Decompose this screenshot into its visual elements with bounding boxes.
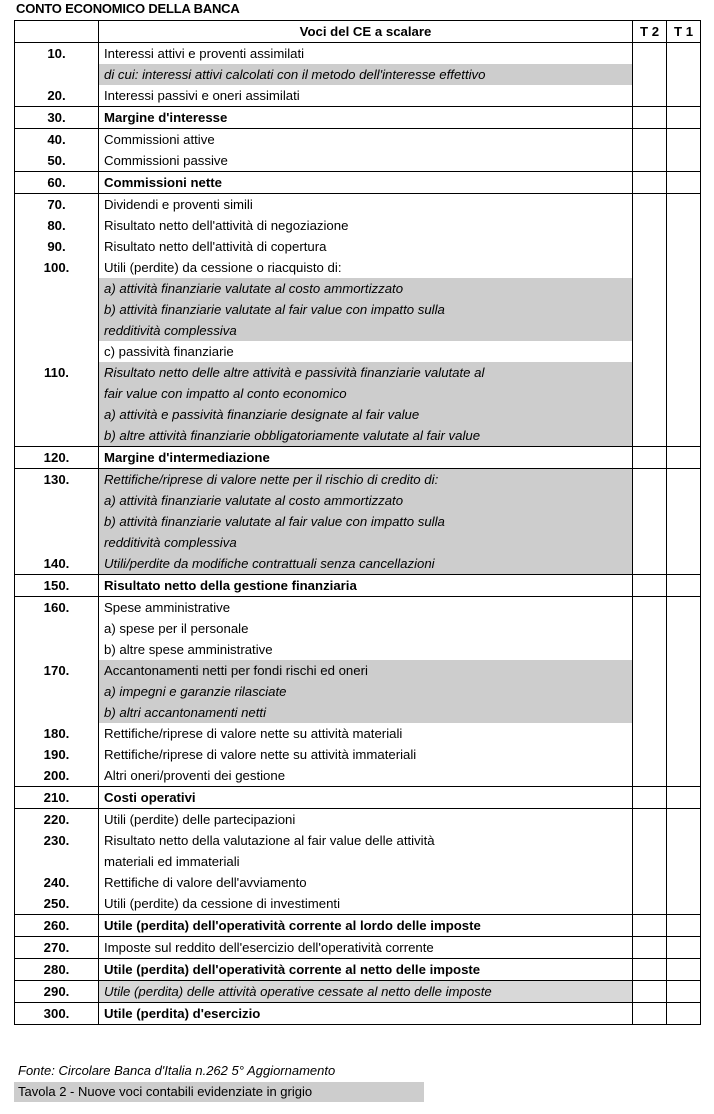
row-t2-cell (633, 639, 667, 660)
row-description: Accantonamenti netti per fondi rischi ed oneri (99, 660, 633, 681)
row-description: Utili (perdite) delle partecipazioni (99, 809, 633, 831)
row-t1-cell (667, 341, 701, 362)
table-row (15, 299, 701, 320)
row-t2-cell (633, 490, 667, 511)
source-note: Fonte: Circolare Banca d'Italia n.262 5° Aggiornamento (18, 1063, 336, 1078)
row-description: Risultato netto delle altre attività e passività finanziarie valutate al (99, 362, 633, 383)
document-title: CONTO ECONOMICO DELLA BANCA (16, 1, 240, 16)
table-row (15, 194, 701, 216)
row-t1-cell (667, 597, 701, 619)
row-number (15, 404, 99, 425)
row-t2-cell (633, 787, 667, 809)
row-t1-cell (667, 893, 701, 915)
table-row (15, 1003, 701, 1025)
row-t2-cell (633, 320, 667, 341)
row-description: a) attività e passività finanziarie designate al fair value (99, 404, 633, 425)
row-number (15, 532, 99, 553)
header-t2: T 2 (633, 21, 667, 43)
table-row (15, 341, 701, 362)
row-number: 100. (15, 257, 99, 278)
table-row (15, 172, 701, 194)
row-number (15, 511, 99, 532)
row-t1-cell (667, 981, 701, 1003)
row-t2-cell (633, 744, 667, 765)
row-number (15, 64, 99, 85)
table-row (15, 981, 701, 1003)
row-t2-cell (633, 723, 667, 744)
row-number (15, 681, 99, 702)
row-t2-cell (633, 150, 667, 172)
row-t1-cell (667, 809, 701, 831)
table-row (15, 469, 701, 491)
row-t2-cell (633, 172, 667, 194)
row-t2-cell (633, 597, 667, 619)
row-t1-cell (667, 532, 701, 553)
row-t2-cell (633, 702, 667, 723)
row-t1-cell (667, 85, 701, 107)
row-t1-cell (667, 511, 701, 532)
row-t2-cell (633, 85, 667, 107)
row-t2-cell (633, 893, 667, 915)
row-t1-cell (667, 553, 701, 575)
row-number (15, 278, 99, 299)
table-row (15, 787, 701, 809)
row-description: Margine d'interesse (99, 107, 633, 129)
row-t1-cell (667, 278, 701, 299)
row-description: c) passività finanziarie (99, 341, 633, 362)
row-number (15, 425, 99, 447)
table-row (15, 257, 701, 278)
row-number (15, 618, 99, 639)
row-t1-cell (667, 490, 701, 511)
row-description: Interessi attivi e proventi assimilati (99, 43, 633, 65)
row-t1-cell (667, 64, 701, 85)
row-t1-cell (667, 575, 701, 597)
row-number: 130. (15, 469, 99, 491)
row-description: b) altre spese amministrative (99, 639, 633, 660)
row-description: fair value con impatto al conto economico (99, 383, 633, 404)
row-t2-cell (633, 532, 667, 553)
row-t2-cell (633, 872, 667, 893)
row-t1-cell (667, 150, 701, 172)
table-header-row (15, 21, 701, 43)
row-t1-cell (667, 107, 701, 129)
table-row (15, 64, 701, 85)
table-row (15, 383, 701, 404)
row-t2-cell (633, 257, 667, 278)
row-description: Risultato netto della gestione finanziaria (99, 575, 633, 597)
row-t2-cell (633, 64, 667, 85)
table-row (15, 575, 701, 597)
row-description: b) attività finanziarie valutate al fair value con impatto sulla (99, 511, 633, 532)
table-row (15, 425, 701, 447)
row-description: Commissioni passive (99, 150, 633, 172)
row-description: Utile (perdita) d'esercizio (99, 1003, 633, 1025)
row-description: Costi operativi (99, 787, 633, 809)
row-t2-cell (633, 765, 667, 787)
row-t2-cell (633, 43, 667, 65)
row-number: 60. (15, 172, 99, 194)
row-t2-cell (633, 959, 667, 981)
row-t2-cell (633, 937, 667, 959)
row-description: Utile (perdita) dell'operatività corrente al lordo delle imposte (99, 915, 633, 937)
row-description: Imposte sul reddito dell'esercizio dell'operatività corrente (99, 937, 633, 959)
row-t1-cell (667, 383, 701, 404)
row-description: Risultato netto della valutazione al fair value delle attività (99, 830, 633, 851)
row-number: 140. (15, 553, 99, 575)
row-description: Dividendi e proventi simili (99, 194, 633, 216)
row-number (15, 383, 99, 404)
row-t2-cell (633, 575, 667, 597)
row-t1-cell (667, 404, 701, 425)
row-number (15, 639, 99, 660)
row-number: 20. (15, 85, 99, 107)
row-description: materiali ed immateriali (99, 851, 633, 872)
table-row (15, 490, 701, 511)
row-t1-cell (667, 872, 701, 893)
row-t2-cell (633, 553, 667, 575)
row-t1-cell (667, 236, 701, 257)
table-row (15, 532, 701, 553)
row-t1-cell (667, 915, 701, 937)
row-number: 270. (15, 937, 99, 959)
row-description: redditività complessiva (99, 532, 633, 553)
row-t2-cell (633, 404, 667, 425)
row-number: 190. (15, 744, 99, 765)
table-row (15, 702, 701, 723)
row-t2-cell (633, 511, 667, 532)
row-description: Altri oneri/proventi dei gestione (99, 765, 633, 787)
header-t1: T 1 (667, 21, 701, 43)
row-t1-cell (667, 1003, 701, 1025)
row-t2-cell (633, 362, 667, 383)
row-t1-cell (667, 702, 701, 723)
row-number: 250. (15, 893, 99, 915)
row-number: 180. (15, 723, 99, 744)
table-row (15, 107, 701, 129)
row-description: Interessi passivi e oneri assimilati (99, 85, 633, 107)
row-number: 10. (15, 43, 99, 65)
row-number (15, 299, 99, 320)
row-number: 200. (15, 765, 99, 787)
row-t2-cell (633, 425, 667, 447)
row-description: Margine d'intermediazione (99, 447, 633, 469)
row-description: Utili (perdite) da cessione o riacquisto di: (99, 257, 633, 278)
header-description: Voci del CE a scalare (99, 21, 633, 43)
row-number: 30. (15, 107, 99, 129)
table-row (15, 320, 701, 341)
row-number: 40. (15, 129, 99, 151)
table-row (15, 660, 701, 681)
row-number: 280. (15, 959, 99, 981)
row-t1-cell (667, 660, 701, 681)
row-t2-cell (633, 981, 667, 1003)
row-number: 290. (15, 981, 99, 1003)
row-description: Commissioni attive (99, 129, 633, 151)
table-row (15, 553, 701, 575)
table-row (15, 362, 701, 383)
row-number: 300. (15, 1003, 99, 1025)
row-t1-cell (667, 320, 701, 341)
row-t1-cell (667, 639, 701, 660)
table-row (15, 215, 701, 236)
table-row (15, 639, 701, 660)
table-row (15, 447, 701, 469)
row-t1-cell (667, 723, 701, 744)
row-description: di cui: interessi attivi calcolati con il metodo dell'interesse effettivo (99, 64, 633, 85)
table-row (15, 278, 701, 299)
row-t1-cell (667, 469, 701, 491)
row-t1-cell (667, 43, 701, 65)
row-number: 220. (15, 809, 99, 831)
row-number (15, 320, 99, 341)
table-row (15, 618, 701, 639)
income-statement-table (14, 20, 701, 1025)
row-description: Utili (perdite) da cessione di investimenti (99, 893, 633, 915)
row-t2-cell (633, 215, 667, 236)
row-t2-cell (633, 383, 667, 404)
row-description: Rettifiche di valore dell'avviamento (99, 872, 633, 893)
row-description: Utile (perdita) delle attività operative cessate al netto delle imposte (99, 981, 633, 1003)
row-t1-cell (667, 851, 701, 872)
table-row (15, 915, 701, 937)
row-t1-cell (667, 129, 701, 151)
table-row (15, 129, 701, 151)
table-row (15, 872, 701, 893)
row-t1-cell (667, 681, 701, 702)
row-description: Spese amministrative (99, 597, 633, 619)
row-description: a) spese per il personale (99, 618, 633, 639)
row-number: 240. (15, 872, 99, 893)
table-row (15, 723, 701, 744)
table-row (15, 959, 701, 981)
row-description: redditività complessiva (99, 320, 633, 341)
row-t1-cell (667, 425, 701, 447)
row-t1-cell (667, 215, 701, 236)
row-t2-cell (633, 236, 667, 257)
row-t1-cell (667, 194, 701, 216)
row-t2-cell (633, 851, 667, 872)
row-t2-cell (633, 278, 667, 299)
row-description: Risultato netto dell'attività di negoziazione (99, 215, 633, 236)
row-number: 260. (15, 915, 99, 937)
row-number: 210. (15, 787, 99, 809)
row-t1-cell (667, 787, 701, 809)
table-row (15, 893, 701, 915)
row-t2-cell (633, 129, 667, 151)
row-number: 170. (15, 660, 99, 681)
row-description: Utili/perdite da modifiche contrattuali senza cancellazioni (99, 553, 633, 575)
row-t2-cell (633, 447, 667, 469)
row-t2-cell (633, 681, 667, 702)
table-row (15, 43, 701, 65)
row-t2-cell (633, 809, 667, 831)
row-description: b) altri accantonamenti netti (99, 702, 633, 723)
row-description: Utile (perdita) dell'operatività corrente al netto delle imposte (99, 959, 633, 981)
table-row (15, 937, 701, 959)
row-number (15, 702, 99, 723)
row-t2-cell (633, 299, 667, 320)
row-description: Rettifiche/riprese di valore nette su attività materiali (99, 723, 633, 744)
table-row (15, 809, 701, 831)
row-number: 50. (15, 150, 99, 172)
row-t1-cell (667, 172, 701, 194)
row-number (15, 851, 99, 872)
table-row (15, 236, 701, 257)
row-t1-cell (667, 765, 701, 787)
table-row (15, 85, 701, 107)
row-description: b) attività finanziarie valutate al fair value con impatto sulla (99, 299, 633, 320)
row-number: 90. (15, 236, 99, 257)
row-description: Rettifiche/riprese di valore nette per il rischio di credito di: (99, 469, 633, 491)
row-description: a) attività finanziarie valutate al costo ammortizzato (99, 490, 633, 511)
row-t1-cell (667, 362, 701, 383)
table-body (15, 43, 701, 1025)
row-t1-cell (667, 618, 701, 639)
row-t2-cell (633, 915, 667, 937)
row-description: Rettifiche/riprese di valore nette su attività immateriali (99, 744, 633, 765)
table-row (15, 597, 701, 619)
row-number (15, 490, 99, 511)
table-row (15, 830, 701, 851)
table-row (15, 404, 701, 425)
header-number (15, 21, 99, 43)
row-number: 150. (15, 575, 99, 597)
row-number: 230. (15, 830, 99, 851)
row-t2-cell (633, 830, 667, 851)
row-t2-cell (633, 660, 667, 681)
row-t2-cell (633, 618, 667, 639)
row-t2-cell (633, 1003, 667, 1025)
table-row (15, 744, 701, 765)
row-t1-cell (667, 744, 701, 765)
row-description: b) altre attività finanziarie obbligatoriamente valutate al fair value (99, 425, 633, 447)
table-row (15, 681, 701, 702)
row-description: Risultato netto dell'attività di copertura (99, 236, 633, 257)
row-t2-cell (633, 194, 667, 216)
row-t1-cell (667, 830, 701, 851)
row-t1-cell (667, 447, 701, 469)
table-row (15, 851, 701, 872)
row-number: 70. (15, 194, 99, 216)
row-t2-cell (633, 107, 667, 129)
row-t1-cell (667, 299, 701, 320)
row-number (15, 341, 99, 362)
row-t1-cell (667, 257, 701, 278)
table-row (15, 511, 701, 532)
row-t1-cell (667, 937, 701, 959)
row-number: 120. (15, 447, 99, 469)
row-number: 160. (15, 597, 99, 619)
table-row (15, 765, 701, 787)
row-t2-cell (633, 469, 667, 491)
row-number: 110. (15, 362, 99, 383)
row-description: Commissioni nette (99, 172, 633, 194)
table-caption: Tavola 2 - Nuove voci contabili evidenziate in grigio (14, 1082, 424, 1102)
row-number: 80. (15, 215, 99, 236)
row-t1-cell (667, 959, 701, 981)
row-description: a) attività finanziarie valutate al costo ammortizzato (99, 278, 633, 299)
row-t2-cell (633, 341, 667, 362)
table-row (15, 150, 701, 172)
row-description: a) impegni e garanzie rilasciate (99, 681, 633, 702)
